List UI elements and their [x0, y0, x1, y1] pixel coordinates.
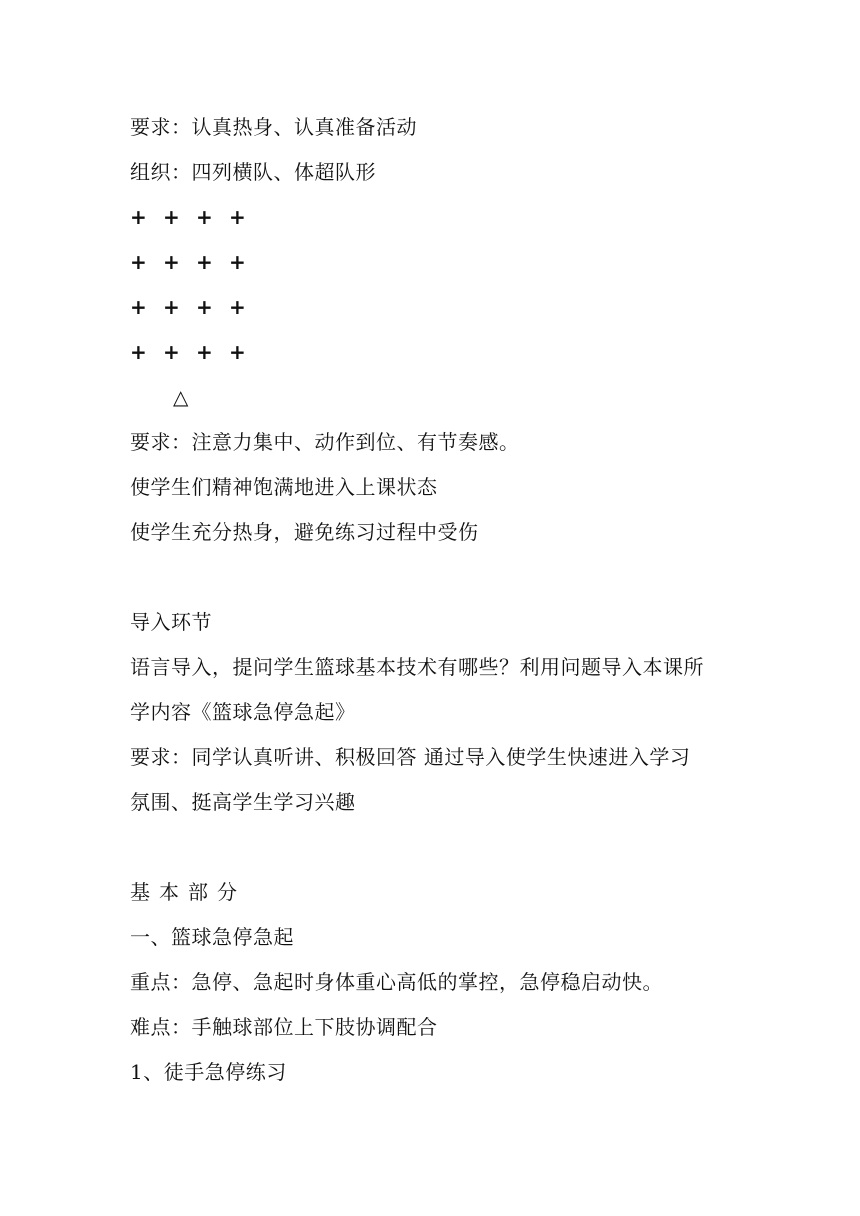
formation-mark: +: [130, 205, 147, 229]
warmup-requirement-2: 要求：注意力集中、动作到位、有节奏感。: [130, 430, 520, 454]
main-section-1: 一、篮球急停急起: [130, 925, 294, 949]
formation-mark: +: [196, 295, 213, 319]
main-exercise-1: 1、徒手急停练习: [130, 1060, 287, 1084]
formation-mark: +: [196, 340, 213, 364]
intro-text-line-1: 语言导入，提问学生篮球基本技术有哪些？利用问题导入本课所: [130, 655, 704, 679]
formation-mark: +: [229, 295, 246, 319]
intro-requirement-line-2: 氛围、挺高学生学习兴趣: [130, 790, 356, 814]
formation-mark: +: [163, 205, 180, 229]
formation-row: [130, 293, 262, 321]
formation-mark: +: [229, 250, 246, 274]
formation-row: [130, 338, 262, 366]
formation-mark: +: [163, 250, 180, 274]
formation-row: [130, 203, 262, 231]
intro-heading: 导入环节: [130, 610, 212, 634]
formation-mark: +: [163, 340, 180, 364]
warmup-purpose-1: 使学生们精神饱满地进入上课状态: [130, 475, 438, 499]
main-key-point: 重点：急停、急起时身体重心高低的掌控，急停稳启动快。: [130, 970, 663, 994]
formation-mark: +: [196, 250, 213, 274]
teacher-position-triangle: △: [173, 385, 189, 409]
warmup-organization: 组织：四列横队、体超队形: [130, 160, 376, 184]
intro-text-line-2: 学内容《篮球急停急起》: [130, 700, 356, 724]
formation-mark: +: [196, 205, 213, 229]
warmup-requirement: 要求：认真热身、认真准备活动: [130, 115, 417, 139]
formation-row: [130, 248, 262, 276]
formation-mark: +: [229, 205, 246, 229]
warmup-purpose-2: 使学生充分热身，避免练习过程中受伤: [130, 520, 479, 544]
intro-requirement-line-1: 要求：同学认真听讲、积极回答 通过导入使学生快速进入学习: [130, 745, 691, 769]
main-difficulty: 难点：手触球部位上下肢协调配合: [130, 1015, 438, 1039]
formation-mark: +: [163, 295, 180, 319]
formation-mark: +: [130, 250, 147, 274]
formation-mark: +: [130, 340, 147, 364]
formation-mark: +: [130, 295, 147, 319]
formation-mark: +: [229, 340, 246, 364]
main-heading: 基本部分: [130, 880, 246, 904]
